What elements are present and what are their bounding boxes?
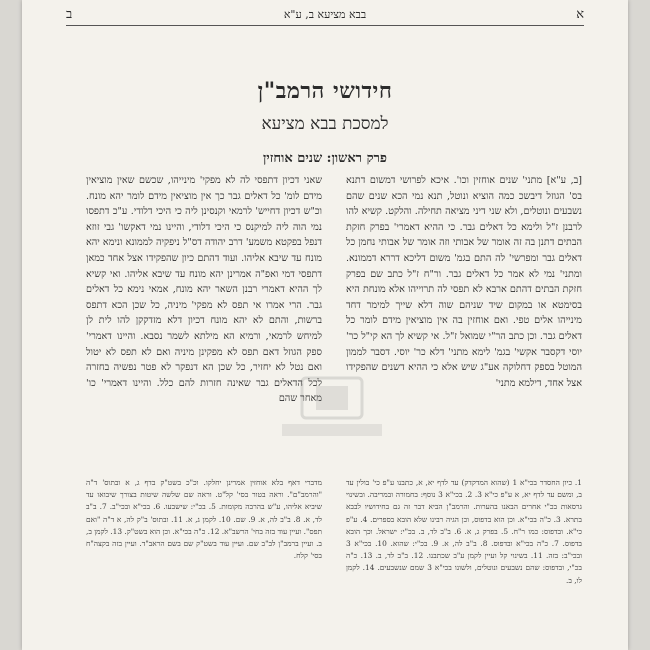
header-rule — [66, 25, 584, 26]
running-title: בבא מציעא ב, ע"א — [283, 8, 367, 21]
text-column-left — [86, 173, 322, 407]
page-number-right: א — [576, 7, 584, 22]
document-page — [22, 0, 628, 650]
main-title: חידושי הרמב"ן — [257, 78, 393, 104]
footnotes-right-body: 1. כיון החסדר בכי"א 1 (שהוא המדקדק) עד לדף יא, א, כתבנו ע"פ כי' בולין עד ב, ומשם עד לדף יא, א ע"פ כי"א 3. 2. בכי"א 3 נוסף: בחמורה ובמריבה. ובשינוי גרסאות בכ"י אחרים הבאנו בהערות. והרמב"ן הביא דבר זה גם בחידושיו לבבא בתרא. 3. כ"ה בכי"א. וכן הוא בדפוס, וכן הגיה רבינו שלא הובא בספרים. 4. ע"פ כי"א. ובדפוס: כמו ר"ח. 5. בפרק ג, א. 6. ב"ב לד, ב. בכ"י: ישראל. וכך הובא בדפוס. 7. כ"ה בכי"א ובדפוס. 8. ב"ב לה, א. 9. בכ"י: שהוא. 10. בכי"א 3 ובכי"ב: בזה. 11. בשינוי קל ועיין לקמן ע"ב שכתבנו. 12. ב"ב לד, ב. 13. כ"ה בכ"י, ובדפוס: שהם נשבעים ונוטלים, ולשונו בכי"א 3 שמם שנשבעים. 14. לקמן לו, ב. — [346, 478, 583, 585]
text-column-right — [346, 173, 582, 391]
chapter-title: פרק ראשון: שנים אוחזין — [262, 151, 388, 166]
text-column-right-body: [ב, ע"א] מתני' שנים אוחזין וכו'. איכא לפרושי דמשום דתנא בס' הגוזל דיבשכ כמה הוציא ונוטל, תנא נמי הכא שנים שהם נשבעים ונוטלים, ולא שני דיני מציאה תחילה. והלקט. קשיא להו לרבנן ז"ל ולימא כל דאלים גבר. כי ההיא דאמרי' בפרק חזקת הבתים דתנן בה זה אומר של אבותי וזה אומר של אבותי נחמן כל דאלים גבר ומפרשי' לה התם בגמ' משום דליכא דררא דממונא. ומתני' נמי לא אמר כל דאלים גבר. ור"ח ז"ל כתב שם בפרק חזקת הבתים דהתם ארבא לא תפסי לה תרוייהו אלא מונחת היא בסימטא או במקום שיד שניהם שוה דלא שייך למימר דחד מינייהו אלים טפי. ואם אוחזין בה אין מוציאין מידם לומר כל דאלים גבר. וכן כתב הר"י שמואל ז"ל. אי קשיא לך הא קי"ל כר' יוסי דקסבר אקשי' בגמ' לימא מתני' דלא כר' יוסי. דסבר לממון המוטל בספק דחלוקה אע"ג שיש אלא כי ההיא דשנים שהפקידו אצל אחד, דילמא מתני' — [346, 175, 582, 389]
page-number-left: ב — [66, 7, 73, 22]
footnotes-left-body: מדברי דאף בלא אוחזין אמרינן יחלקו. וכ"כ בשט"ק בדף ג, א ובתוס' ד"ה "והרמב"ם". וראה בטור בסי' קל"ט. וראה שם שלשה שיטות בצורך שיבואו עד שיביא אליהו, ע"ש בהרבה מקומות. 5. בכ"י: שישבעו. 6. בכי"א ובכי"ב. 7. ב"ב לד, א. 8. ב"ב לה, א. 9. שם. 10. לקמן ג, א. 11. ובתוס' ב"ק לה, א ד"ה "ואם תפס". ועיין עוד בזה בחי' הרשב"א. 12. כ"ה בכי"א. וכן הוא בשט"ק. 13. לקמן ב, ב. ועיין ברמב"ן לב"ב שם. ועיין עוד בשט"ק שם בשם הראב"ד. ועיין בזה בקצה"ח בסי' קלח. — [86, 478, 322, 561]
footnotes-left — [86, 477, 322, 562]
footnotes-right — [346, 477, 582, 587]
text-column-left-body: שאני דכיון דתפסי לה לא מפקי' מינייהו, שכשם שאין מוציאין מידם לומ' כל דאלים גבר כך אין מוציאין מידם לומר יהא מונח. וכ"ש דכיון דחייש' לרמאי וקנסינן ליה כי היכי דלודי. ע"כ דתפסו נמי הוה ליה למיקנס כי היכי דלודי, והיינו נמי דאקשו' גבי זוזא דנפל בפקטא משמע' דרב יהודה דס"ל ניפקיה לממונא ונימא יהא מונח עד שיבא אליהו. ועוד דהתם כיון שהפקידו אצל אחד כמאן דתפסי דמי ואפ"ה אמרינן יהא מונח עד שיבא אליהו. ואי קשיא לך ההיא דאמרי רבנן השאר יהא מונח, אמאי נימא כל דאלים גבר. הרי אמרו אי תפס לא מפקי' מיניה, כל שכן הכא דתפס ברשות, והתם לא יהא מונח דכיון דלא מזדקקן להו לית לן למיחש לרמאי, ורמיא הא מילתא לשמר נסבא. והיינו דאמרי' ספק הגוזל דאם תפס לא מפקינן מיניה ואם לא תפס לא יטול ואם נטל לא יחזיר, כל שכן הא דנפקר לא פטר נפשיה בחזרה לכל הדאלים גבר שאינה חזרות להם כלל. והיינו דאמרי' כו' מאחר שהם — [86, 175, 322, 405]
sub-title: למסכת בבא מציעא — [261, 114, 389, 134]
page-header — [66, 6, 584, 26]
